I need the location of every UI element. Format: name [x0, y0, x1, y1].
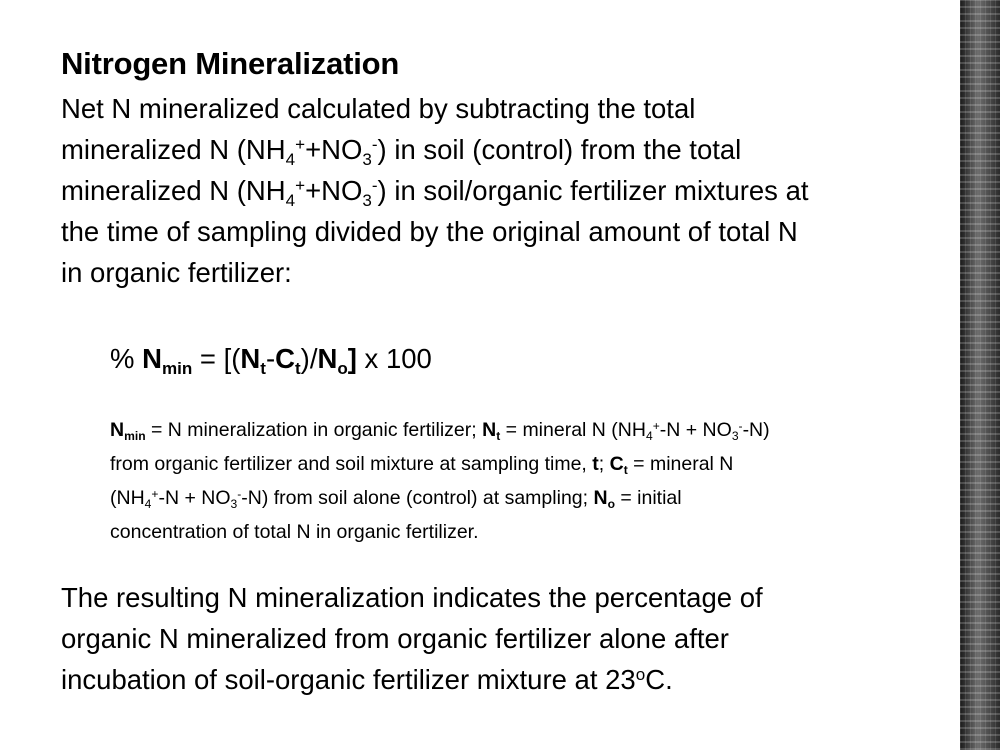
intro-line-3 [61, 170, 941, 211]
intro-line-5: in organic fertilizer: [61, 257, 292, 288]
text-run: N [482, 419, 497, 441]
superscript: o [635, 665, 646, 685]
text-run: N [110, 419, 125, 441]
subscript: min [161, 358, 193, 378]
text-run: C [275, 343, 295, 374]
text-run: from organic fertilizer and soil mixture at sampling time, [110, 453, 593, 475]
superscript: - [371, 176, 378, 196]
subscript: 3 [362, 190, 372, 210]
definition-line-3 [110, 481, 930, 515]
text-run: C. [645, 664, 673, 695]
slide-title: Nitrogen Mineralization [61, 46, 400, 81]
text-run: % [110, 343, 143, 374]
subscript: min [124, 428, 146, 443]
text-run: N [142, 343, 162, 374]
result-line-1: The resulting N mineralization indicates the percentage of [61, 582, 763, 613]
subscript: t [294, 358, 301, 378]
superscript: + [295, 135, 306, 155]
text-run: - [265, 343, 276, 374]
subscript: t [623, 462, 628, 477]
text-run: = N mineralization in organic fertilizer; [145, 419, 483, 441]
subscript: 4 [144, 496, 152, 511]
definition-line-2 [110, 447, 930, 481]
text-run: ] [347, 343, 357, 374]
text-run: mineralized N (NH [61, 134, 286, 165]
superscript: - [371, 135, 378, 155]
intro-paragraph [61, 88, 941, 293]
subscript: 3 [731, 428, 739, 443]
text-run: x 100 [356, 343, 432, 374]
subscript: 3 [230, 496, 238, 511]
subscript: t [496, 428, 501, 443]
text-run: = mineral N [627, 453, 734, 475]
text-run: mineralized N (NH [61, 175, 286, 206]
superscript: - [738, 418, 743, 433]
text-run: +NO [305, 175, 363, 206]
text-run: -N) [742, 419, 770, 441]
variable-definitions [110, 413, 930, 549]
intro-line-1: Net N mineralized calculated by subtracting the total [61, 93, 696, 124]
text-run: -N + NO [659, 419, 732, 441]
subscript: 3 [362, 149, 372, 169]
definition-line-1 [110, 413, 930, 447]
text-run: N [240, 343, 261, 374]
subscript: o [607, 496, 615, 511]
text-run: = [( [192, 343, 241, 374]
superscript: + [151, 486, 159, 501]
text-run: (NH [110, 487, 145, 509]
text-run: -N) from soil alone (control) at sampling; [241, 487, 594, 509]
intro-line-2 [61, 129, 941, 170]
superscript: + [295, 176, 306, 196]
subscript: t [260, 358, 266, 378]
text-run: = initial [614, 487, 682, 509]
text-run: t [592, 453, 599, 475]
subscript: 4 [285, 190, 296, 210]
subscript: 4 [285, 149, 296, 169]
text-run: -N + NO [158, 487, 231, 509]
result-paragraph [61, 577, 941, 700]
definition-line-4: concentration of total N in organic fertilizer. [110, 521, 479, 543]
subscript: 4 [645, 428, 653, 443]
text-run: ; [598, 453, 610, 475]
text-run: incubation of soil-organic fertilizer mixture at 23 [61, 664, 636, 695]
text-run: = mineral N (NH [500, 419, 646, 441]
mineralization-formula [110, 337, 432, 381]
intro-line-4: the time of sampling divided by the original amount of total N [61, 216, 798, 247]
result-line-2: organic N mineralized from organic fertilizer alone after [61, 623, 729, 654]
text-run: N [593, 487, 608, 509]
superscript: + [652, 418, 660, 433]
text-run: +NO [305, 134, 363, 165]
subscript: o [337, 358, 348, 378]
text-run: ) in soil (control) from the total [377, 134, 742, 165]
text-run: C [609, 453, 624, 475]
text-run: ) in soil/organic fertilizer mixtures at [377, 175, 809, 206]
result-line-3 [61, 659, 941, 700]
text-run: N [317, 343, 338, 374]
text-run: )/ [300, 343, 318, 374]
decorative-edge-strip [960, 0, 1000, 750]
superscript: - [237, 486, 242, 501]
